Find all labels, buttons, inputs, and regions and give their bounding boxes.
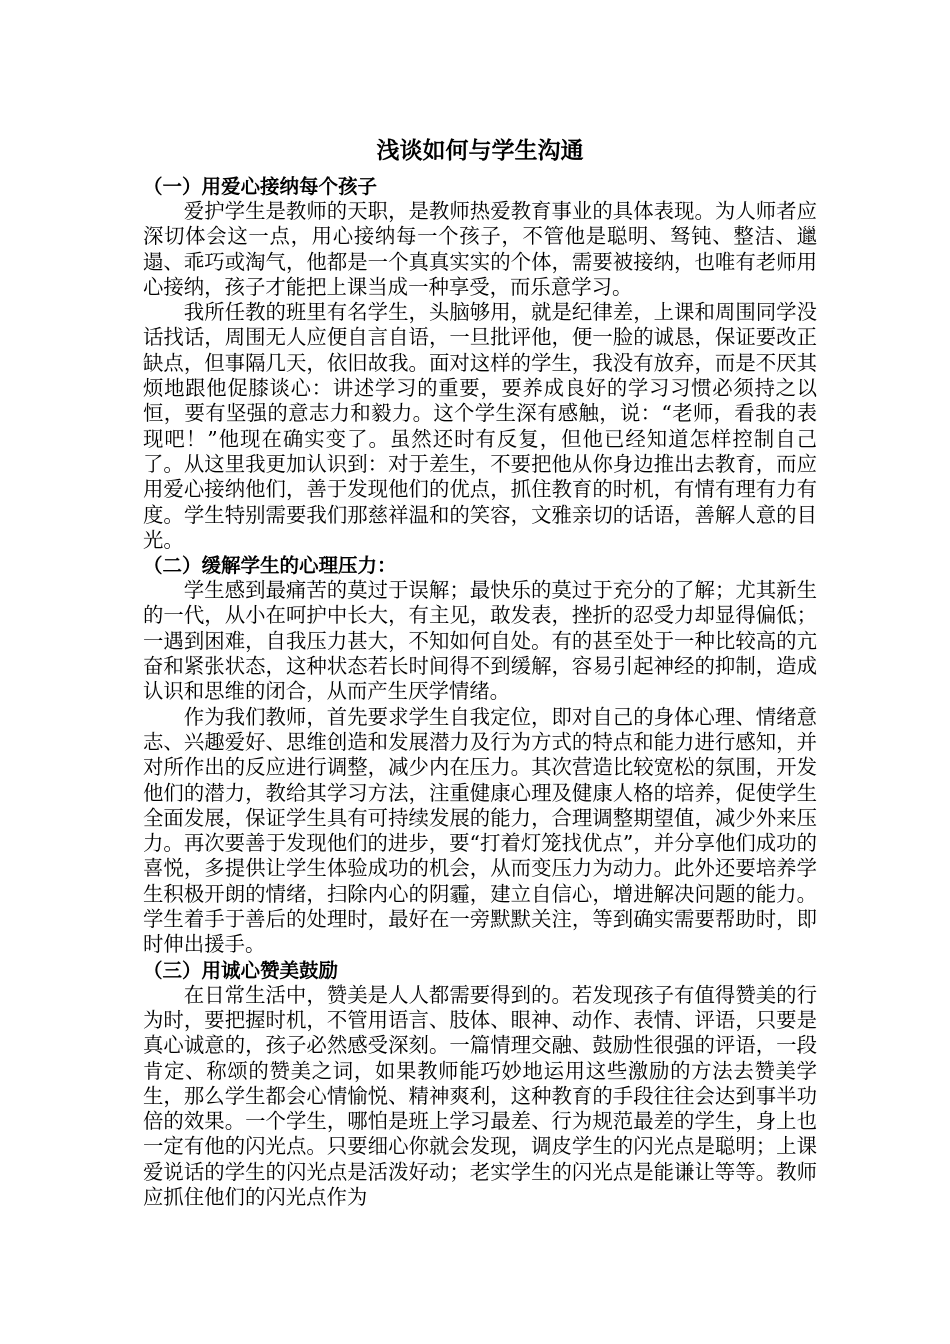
paragraph: 学生感到最痛苦的莫过于误解；最快乐的莫过于充分的了解；尤其新生的一代，从小在呵护中长大，有主见，敢发表，挫折的忍受力却显得偏低；一遇到困难，自我压力甚大，不知如何自处。有的甚至处于一种比较高的亢奋和紧张状态，这种状态若长时间得不到缓解，容易引起神经的抑制，造成认识和思维的闭合，从而产生厌学情绪。: [143, 578, 817, 704]
document-title: 浅谈如何与学生沟通: [376, 138, 584, 164]
section-heading: （三）用诚心赞美鼓励: [143, 958, 339, 982]
section-2: [143, 553, 817, 957]
document-page: [143, 134, 817, 1210]
paragraph: 在日常生活中，赞美是人人都需要得到的。若发现孩子有值得赞美的行为时，要把握时机，不管用语言、肢体、眼神、动作、表情、评语，只要是真心诚意的，孩子必然感受深刻。一篇情理交融、鼓励性很强的评语，一段肯定、称颂的赞美之词，如果教师能巧妙地运用这些激励的方法去赞美学生，那么学生都会心情愉悦、精神爽利，这种教育的手段往往会达到事半功倍的效果。一个学生，哪怕是班上学习最差、行为规范最差的学生，身上也一定有他的闪光点。只要细心你就会发现，调皮学生的闪光点是聪明；上课爱说话的学生的闪光点是活泼好动；老实学生的闪光点是能谦让等等。教师应抓住他们的闪光点作为: [143, 982, 817, 1209]
section-heading: （二）缓解学生的心理压力：: [143, 554, 397, 578]
section-3: [143, 958, 817, 1211]
section-heading: （一）用爱心接纳每个孩子: [143, 175, 378, 198]
paragraph: 我所任教的班里有名学生，头脑够用，就是纪律差，上课和周围同学没话找话，周围无人应便自言自语，一旦批评他，便一脸的诚恳，保证要改正缺点，但事隔几天，依旧故我。面对这样的学生，我没有放弃，而是不厌其烦地跟他促膝谈心：讲述学习的重要，要养成良好的学习习惯必须持之以恒，要有坚强的意志力和毅力。这个学生深有感触，说：“老师，看我的表现吧！”他现在确实变了。虽然还时有反复，但他已经知道怎样控制自己了。从这里我更加认识到：对于差生，不要把他从你身边推出去教育，而应用爱心接纳他们，善于发现他们的优点，抓住教育的时机，有情有理有力有度。学生特别需要我们那慈祥温和的笑容，文雅亲切的话语，善解人意的目光。: [143, 300, 817, 552]
section-1: [143, 174, 817, 553]
paragraph: 作为我们教师，首先要求学生自我定位，即对自己的身体心理、情绪意志、兴趣爱好、思维创造和发展潜力及行为方式的特点和能力进行感知，并对所作出的反应进行调整，减少内在压力。其次营造比较宽松的氛围，开发他们的潜力，教给其学习方法，注重健康心理及健康人格的培养，促使学生全面发展，保证学生具有可持续发展的能力，合理调整期望值，减少外来压力。再次要善于发现他们的进步，要“打着灯笼找优点”，并分享他们成功的喜悦，多提供让学生体验成功的机会，从而变压力为动力。此外还要培养学生积极开朗的情绪，扫除内心的阴霾，建立自信心，增进解决问题的能力。学生着手于善后的处理时，最好在一旁默默关注，等到确实需要帮助时，即时伸出援手。: [143, 704, 817, 957]
paragraph: 爱护学生是教师的天职，是教师热爱教育事业的具体表现。为人师者应深切体会这一点，用心接纳每一个孩子，不管他是聪明、驽钝、整洁、邋遢、乖巧或淘气，他都是一个真真实实的个体，需要被接纳，也唯有老师用心接纳，孩子才能把上课当成一种享受，而乐意学习。: [143, 199, 817, 299]
